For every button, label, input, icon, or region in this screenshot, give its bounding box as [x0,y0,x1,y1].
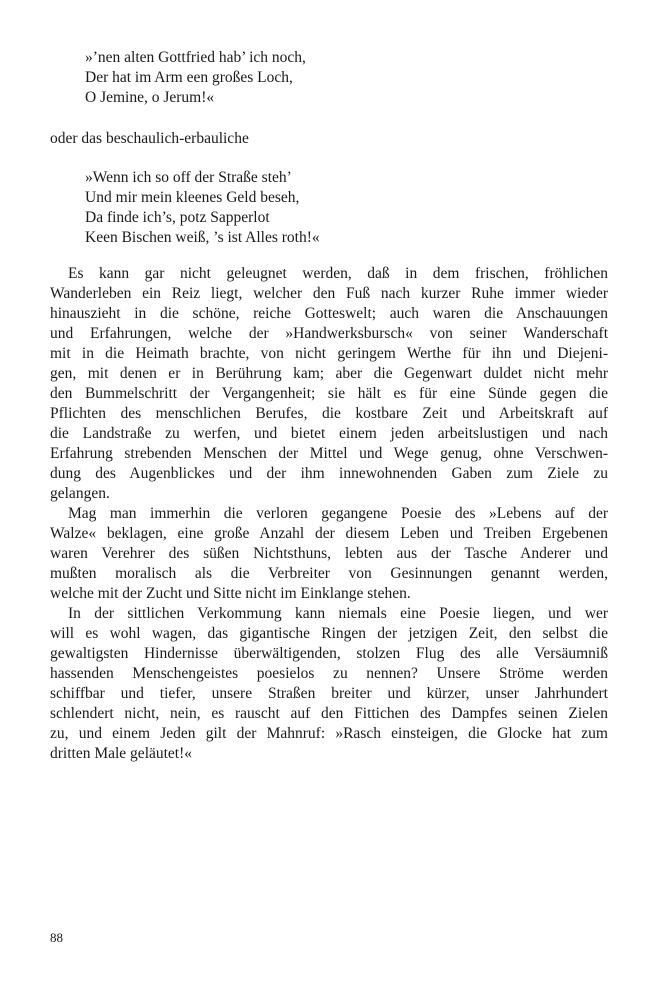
text-line: Mag man immerhin die verloren gegangene Poesie des »Lebens auf der [68,505,608,522]
verse-line: Keen Bischen weiß, ’s ist Alles roth!« [85,229,320,246]
text-line: dung des Augenblickes und der ihm innewohnenden Gaben zum Ziele zu [50,465,608,482]
text-line: gelangen. [50,485,110,502]
paragraph-3 [50,604,608,764]
prose-block [50,264,608,764]
text-line: waren Verehrer des süßen Nichtsthuns, lebten aus der Tasche Anderer und [50,545,608,562]
verse-line: Da finde ich’s, potz Sapperlot [85,209,270,226]
text-line: dritten Male geläutet!« [50,745,193,762]
paragraph-1 [50,264,608,504]
text-line: schlendert nicht, nein, es rauscht auf den Fittichen des Dampfes seinen Zielen [50,705,608,722]
text-line: Wanderleben ein Reiz liegt, welcher den Fuß nach kurzer Ruhe immer wieder [50,285,608,302]
text-line: hassenden Menschengeistes poesielos zu nennen? Unsere Ströme werden [50,665,608,682]
connector-text: oder das beschaulich-erbauliche [50,130,249,147]
text-line: welche mit der Zucht und Sitte nicht im Einklange stehen. [50,585,411,602]
poem-stanza-2 [85,168,320,248]
text-line: In der sittlichen Verkommung kann niemals eine Poesie liegen, und wer [68,605,608,622]
text-line: hinauszieht in die schöne, reiche Gotteswelt; auch waren die Anschauungen [50,305,608,322]
text-line: die Landstraße zu werfen, und bietet einem jeden arbeitslustigen und nach [50,425,608,442]
page-number: 88 [50,930,63,945]
text-line: den Bummelschritt der Vergangenheit; sie hält es für eine Sünde gegen die [50,385,608,402]
text-line: zu, und einem Jeden gilt der Mahnruf: »Rasch einsteigen, die Glocke hat zum [50,725,608,742]
verse-line: Und mir mein kleenes Geld beseh, [85,189,300,206]
text-line: will es wohl wagen, das gigantische Ringen der jetzigen Zeit, den selbst die [50,625,608,642]
verse-line: »’nen alten Gottfried hab’ ich noch, [85,49,306,66]
text-line: Es kann gar nicht geleugnet werden, daß in dem frischen, fröhlichen [68,265,608,282]
verse-line: »Wenn ich so off der Straße steh’ [85,169,292,186]
text-line: mußten moralisch als die Verbreiter von Gesinnungen genannt werden, [50,565,608,582]
verse-line: O Jemine, o Jerum!« [85,89,215,106]
paragraph-2 [50,504,608,604]
text-line: gen, mit denen er in Berührung kam; aber die Gegenwart duldet nicht mehr [50,365,608,382]
verse-line: Der hat im Arm een großes Loch, [85,69,293,86]
text-line: Walze« beklagen, eine große Anzahl der diesem Leben und Treiben Ergebenen [50,525,608,542]
text-line: gewaltigsten Hindernisse überwältigenden, stolzen Flug des alle Versäumniß [50,645,608,662]
text-line: schiffbar und tiefer, unsere Straßen breiter und kürzer, unser Jahrhundert [50,685,608,702]
text-line: Pflichten des menschlichen Berufes, die kostbare Zeit und Arbeitskraft auf [50,405,608,422]
poem-stanza-1 [85,48,306,108]
text-line: mit in die Heimath brachte, von nicht geringem Werthe für ihn und Diejeni- [50,345,608,362]
text-line: Erfahrung strebenden Menschen der Mittel und Wege genug, ohne Verschwen- [50,445,608,462]
text-line: und Erfahrungen, welche der »Handwerksbursch« von seiner Wanderschaft [50,325,608,342]
